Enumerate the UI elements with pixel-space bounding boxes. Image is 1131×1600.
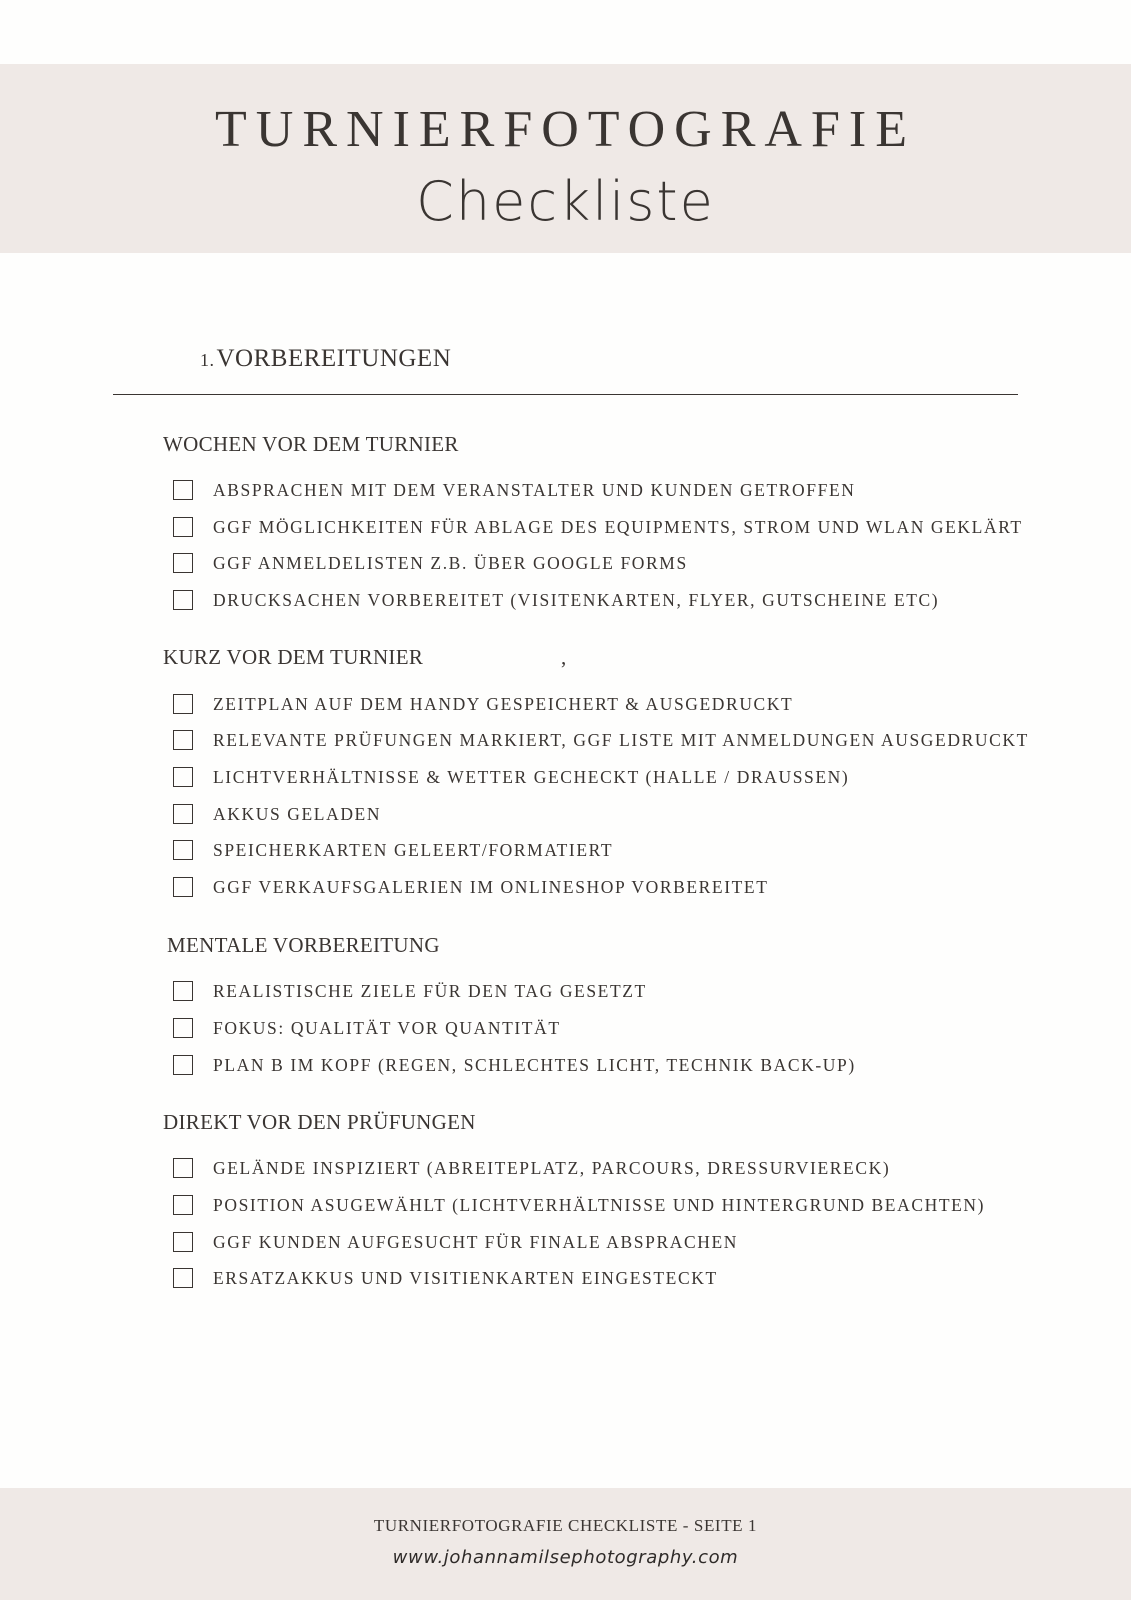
- checkbox[interactable]: [173, 767, 193, 787]
- footer-title: TURNIERFOTOGRAFIE CHECKLISTE - SEITE 1: [373, 1516, 758, 1535]
- checkbox[interactable]: [173, 1268, 193, 1288]
- footer-url[interactable]: www.johannamilsephotography.com: [392, 1547, 739, 1568]
- checklist-item-label: AKKUS GELADEN: [213, 803, 382, 824]
- group-heading-mentale: MENTALE VORBEREITUNG: [167, 933, 440, 957]
- checklist-item-label: PLAN B IM KOPF (REGEN, SCHLECHTES LICHT, TECHNIK BACK-UP): [213, 1054, 856, 1075]
- checklist-item: [173, 875, 769, 899]
- checklist-item-label: GGF KUNDEN AUFGESUCHT FÜR FINALE ABSPRACHEN: [213, 1231, 739, 1252]
- checkbox[interactable]: [173, 590, 193, 610]
- checklist-item-label: FOKUS: QUALITÄT VOR QUANTITÄT: [213, 1017, 561, 1038]
- checkbox[interactable]: [173, 1195, 193, 1215]
- checklist-item-label: DRUCKSACHEN VORBEREITET (VISITENKARTEN, FLYER, GUTSCHEINE ETC): [213, 589, 940, 610]
- section-title-text: VORBEREITUNGEN: [216, 345, 452, 372]
- checklist-item-label: GELÄNDE INSPIZIERT (ABREITEPLATZ, PARCOURS, DRESSURVIERECK): [213, 1157, 891, 1178]
- checkbox[interactable]: [173, 840, 193, 860]
- checklist-item: [173, 515, 1023, 539]
- checklist-item-label: POSITION ASUGEWÄHLT (LICHTVERHÄLTNISSE UND HINTERGRUND BEACHTEN): [213, 1194, 986, 1215]
- checklist-item-label: LICHTVERHÄLTNISSE & WETTER GECHECKT (HALLE / DRAUSSEN): [213, 766, 850, 787]
- checkbox[interactable]: [173, 694, 193, 714]
- section-number: 1.: [200, 350, 215, 370]
- checklist-item: [173, 1053, 856, 1077]
- group-heading-direkt: DIREKT VOR DEN PRÜFUNGEN: [163, 1110, 476, 1134]
- checkbox[interactable]: [173, 553, 193, 573]
- checklist-item-label: ZEITPLAN AUF DEM HANDY GESPEICHERT & AUSGEDRUCKT: [213, 693, 794, 714]
- checkbox[interactable]: [173, 981, 193, 1001]
- checklist-item-label: GGF MÖGLICHKEITEN FÜR ABLAGE DES EQUIPMENTS, STROM UND WLAN GEKLÄRT: [213, 516, 1023, 537]
- checklist-item: [173, 1230, 738, 1254]
- page-title: TURNIERFOTOGRAFIE: [215, 101, 916, 158]
- checklist-item: [173, 728, 1029, 752]
- group-heading-kurz-text: KURZ VOR DEM TURNIER: [163, 645, 424, 669]
- checklist-item: [173, 692, 793, 716]
- checklist-item-label: RELEVANTE PRÜFUNGEN MARKIERT, GGF LISTE MIT ANMELDUNGEN AUSGEDRUCKT: [213, 729, 1029, 750]
- page-subtitle: Checkliste: [416, 170, 715, 233]
- checklist-item: [173, 765, 849, 789]
- checkbox[interactable]: [173, 480, 193, 500]
- checklist-item-label: ERSATZAKKUS UND VISITIENKARTEN EINGESTECKT: [213, 1267, 718, 1288]
- checklist-item-label: GGF ANMELDELISTEN Z.B. ÜBER GOOGLE FORMS: [213, 552, 688, 573]
- checkbox[interactable]: [173, 1055, 193, 1075]
- checkbox[interactable]: [173, 1158, 193, 1178]
- checkbox[interactable]: [173, 517, 193, 537]
- checklist-item: [173, 1156, 890, 1180]
- checkbox[interactable]: [173, 1018, 193, 1038]
- checklist-item: [173, 1193, 985, 1217]
- group-heading-kurz: [163, 645, 567, 670]
- checklist-item: [173, 802, 381, 826]
- section-divider: [113, 394, 1018, 395]
- checklist-item: [173, 838, 613, 862]
- section-title: [200, 345, 451, 373]
- checklist-item: [173, 588, 939, 612]
- checklist-item: [173, 1016, 561, 1040]
- checklist-item-label: SPEICHERKARTEN GELEERT/FORMATIERT: [213, 839, 614, 860]
- checklist-item-label: ABSPRACHEN MIT DEM VERANSTALTER UND KUNDEN GETROFFEN: [213, 479, 856, 500]
- checklist-item: [173, 478, 856, 502]
- checklist-item: [173, 979, 647, 1003]
- group-heading-wochen: WOCHEN VOR DEM TURNIER: [163, 432, 459, 456]
- checklist-item-label: GGF VERKAUFSGALERIEN IM ONLINESHOP VORBEREITET: [213, 876, 769, 897]
- checkbox[interactable]: [173, 804, 193, 824]
- checkbox[interactable]: [173, 730, 193, 750]
- checkbox[interactable]: [173, 877, 193, 897]
- footer-band: [0, 1488, 1131, 1600]
- checklist-item-label: REALISTISCHE ZIELE FÜR DEN TAG GESETZT: [213, 980, 647, 1001]
- checkbox[interactable]: [173, 1232, 193, 1252]
- checklist-item: [173, 1266, 718, 1290]
- checklist-item: [173, 551, 688, 575]
- group-heading-kurz-comma: ,: [561, 645, 567, 669]
